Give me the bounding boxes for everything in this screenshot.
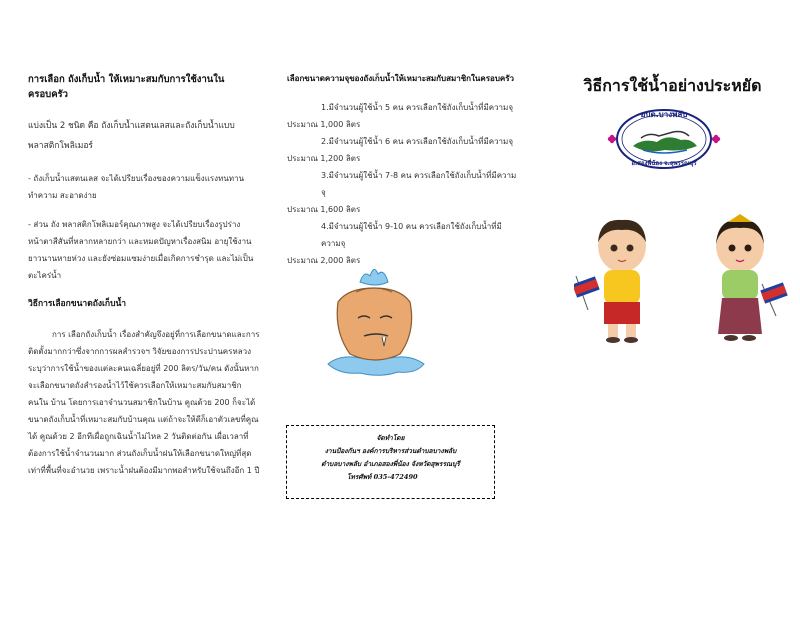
page-title: วิธีการใช้น้ำอย่างประหยัด — [583, 76, 762, 95]
flower-icon — [608, 135, 616, 143]
list-item-line: 3.มีจำนวนผู้ใช้น้ำ 7-8 คน ควรเลือกใช้ถังเก็บน้ำที่มีความจุ — [321, 171, 517, 197]
tank-types-intro: แบ่งเป็น 2 ชนิด คือ ถังเก็บน้ำแสตนเลสและถังเก็บน้ำแบบพลาสติกโพลิเมอร์ — [28, 121, 235, 151]
polymer-tank-point: - ส่วน ถัง พลาสติกโพลิเมอร์คุณภาพสูง จะได้เปรียบเรื่องรูปร่างหน้าตาสีสันที่หลากหลายกว่า และหมดปัญหาเรื่องสนิม อายุใช้งานยาวนานหายห่วง และยังซ่อมแซมง่ายเมื่อเกิดการชำรุด และไม่เป็นตะไคร่น้ำ — [28, 220, 254, 280]
list-item — [287, 167, 519, 218]
list-item-line: ประมาณ 1,000 ลิตร — [287, 120, 361, 129]
cambodia-flag-icon — [574, 276, 600, 310]
logo-top-text: อบต.บางพลับ — [640, 110, 688, 119]
list-item — [287, 99, 519, 133]
list-item-line: 4.มีจำนวนผู้ใช้น้ำ 9-10 คน ควรเลือกใช้ถังเก็บน้ำที่มีความจุ — [321, 222, 502, 248]
capacity-list — [287, 99, 519, 269]
right-column — [560, 66, 785, 99]
logo-bottom-text: อ.สองพี่น้อง จ.สุพรรณบุรี — [631, 160, 697, 167]
list-item-line: ประมาณ 2,000 ลิตร — [287, 256, 361, 265]
water-jar-cartoon — [320, 262, 430, 380]
list-item-line: 1.มีจำนวนผู้ใช้น้ำ 5 คน ควรเลือกใช้ถังเก็บน้ำที่มีความจุ — [321, 103, 514, 112]
list-item — [287, 133, 519, 167]
list-item-line: ประมาณ 1,200 ลิตร — [287, 154, 361, 163]
list-item-line: ประมาณ 1,600 ลิตร — [287, 205, 361, 214]
tank-size-subheading: วิธีการเลือกขนาดถังเก็บน้ำ — [28, 299, 127, 309]
girl-cartoon — [700, 212, 790, 346]
water-tank-heading: การเลือก ถังเก็บน้ำ ให้เหมาะสมกับการใช้งานในครอบครัว — [28, 74, 225, 100]
capacity-heading: เลือกขนาดความจุของถังเก็บน้ำให้เหมาะสมกับสมาชิกในครอบครัว — [287, 74, 515, 83]
stainless-tank-point: - ถังเก็บน้ำแสตนเลส จะได้เปรียบเรื่องของความแข็งแรงทนทาน ทำความ สะอาดง่าย — [28, 174, 245, 200]
credit-box — [286, 425, 495, 499]
boy-cartoon — [574, 212, 660, 346]
middle-column — [287, 66, 519, 269]
list-item-line: 2.มีจำนวนผู้ใช้น้ำ 6 คน ควรเลือกใช้ถังเก็บน้ำที่มีความจุ — [321, 137, 514, 146]
tank-size-body: การ เลือกถังเก็บน้ำ เรื่องสำคัญจึงอยู่ที่การเลือกขนาดและการติดตั้งมากกว่าซึ่งจากการผลสำรวจฯ วิจัยของการประปานครหลวง ระบุว่าการใช้น้ำของแต่ละคนเฉลี่ยอยู่ที่ 200 ลิตร/วัน/คน ดังนั้นหากจะเลือกขนาดถังสำรองน้ำไว้ใช้ควรเลือกให้เหมาะสมกับสมาชิกคนใน บ้าน โดยการเอาจำนวนสมาชิกในบ้าน คูณด้วย 200 ก็จะได้ขนาดถังเก็บน้ำที่เหมาะสมกับบ้านคุณ แต่ถ้าจะให้ดีก็เอาตัวเลขที่คูณได้ คูณด้วย 2 อีกทีเผื่อถูกเฉินน้ำไม่ไหล 2 วันติดต่อกัน เผื่อเวลาที่ต้องการใช้น้ำจำนวนมาก ส่วนถังเก็บน้ำฝนให้เลือกขนาดใหญ่ที่สุดเท่าที่พื้นที่จะอำนวย เพราะน้ำฝนต้องมีมากพอสำหรับใช้จนถึงอีก 1 ปี — [28, 330, 260, 475]
credit-label: จัดทำโดย — [376, 434, 405, 442]
left-column — [28, 66, 260, 479]
credit-phone: โทรศัพท์ 035-472490 — [347, 473, 418, 481]
credit-organization: งานป้องกันฯ องค์การบริหารส่วนตำบลบางพลับ — [324, 447, 457, 455]
credit-address: ตำบลบางพลับ อำเภอสองพี่น้อง จังหวัดสุพรรณบุรี — [321, 460, 460, 468]
